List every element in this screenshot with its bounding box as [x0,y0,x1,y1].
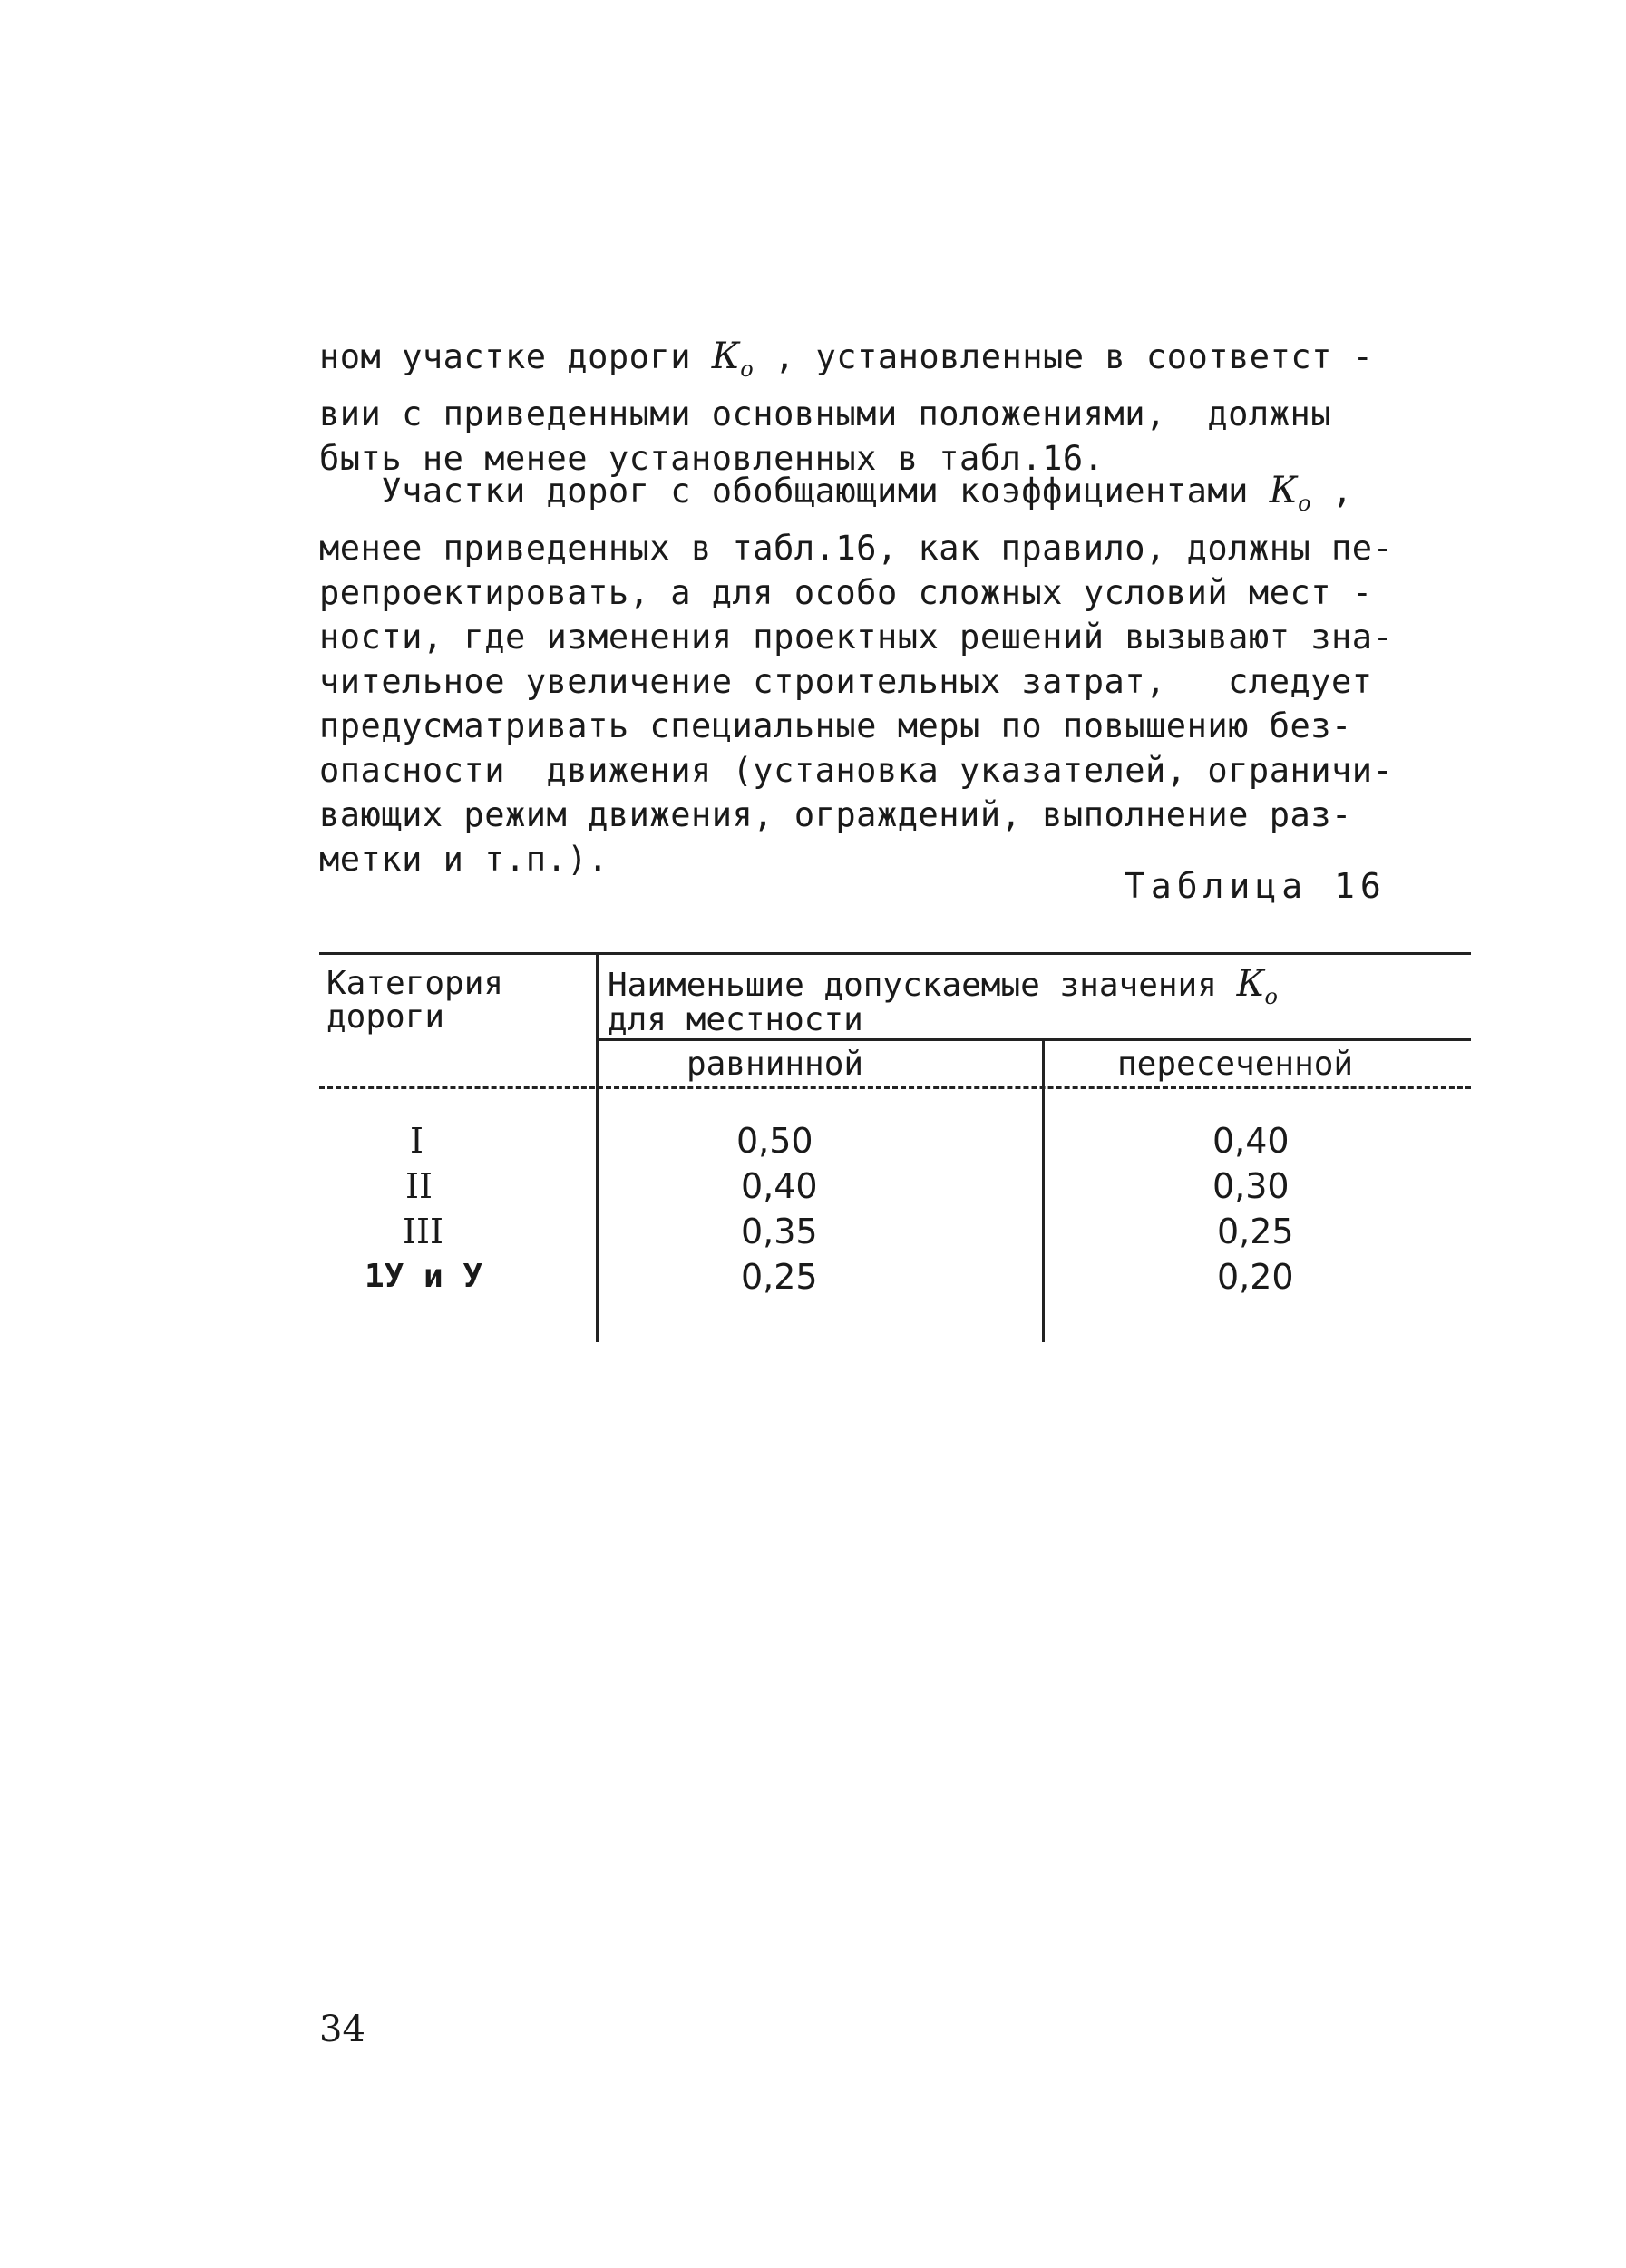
table-group-rule [596,1038,1471,1041]
subheader-rugged: пересеченной [1117,1046,1354,1083]
row-3-category: III [403,1212,444,1251]
page-number: 34 [319,2009,365,2050]
k-letter: К [1269,470,1299,511]
header-category-line-2: дороги [326,998,445,1036]
k-symbol [1236,963,1278,1009]
k-letter: К [711,336,741,377]
k-subscript: о [740,356,755,382]
paragraph-2-line-7: опасности движения (установка указателей, ограничи- [319,751,1394,790]
row-1-rugged: 0,40 [1212,1121,1290,1161]
paragraph-2-line-3: репроектировать, а для особо сложных условий мест - [319,573,1373,612]
text-segment: , установленные в соответст - [754,337,1374,376]
table-caption: Таблица 16 [1125,866,1387,906]
text-segment: , [1311,472,1353,511]
row-2-category: II [405,1166,433,1206]
paragraph-2-line-2: менее приведенных в табл.16, как правило, должны пе- [319,529,1394,568]
subheader-plain: равнинной [686,1046,864,1083]
header-group-line-2: для местности [608,1001,863,1038]
k-letter: К [1236,963,1265,1005]
table-divider-2 [1042,1038,1045,1342]
paragraph-2-line-9: метки и т.п.). [319,840,609,879]
row-1-category: I [410,1121,424,1161]
paragraph-1-line-2: вии с приведенными основными положениями, должны [319,394,1332,433]
k-symbol [1269,470,1312,516]
row-1-plain: 0,50 [736,1121,813,1161]
row-3-plain: 0,35 [741,1212,818,1251]
row-4-rugged: 0,20 [1217,1257,1294,1297]
row-2-rugged: 0,30 [1212,1166,1290,1206]
row-4-category: 1У и У [365,1258,483,1295]
header-group-text: Наименьшие допускаемые значения [608,967,1237,1004]
text-segment: ном участке дороги [319,337,712,376]
row-4-plain: 0,25 [741,1257,818,1297]
text-segment: Участки дорог с обобщающими коэффициентами [319,472,1270,511]
k-subscript: о [1298,491,1312,516]
paragraph-1 [319,335,1471,481]
paragraph-2 [319,469,1471,881]
paragraph-1-line-1 [319,335,1471,392]
table-header-bottom-rule [319,1086,1471,1089]
table-16 [319,952,1471,1342]
table-top-rule [319,952,1471,955]
paragraph-2-line-8: вающих режим движения, ограждений, выполнение раз- [319,795,1352,834]
paragraph-2-line-6: предусматривать специальные меры по повышению без- [319,706,1352,745]
paragraph-1-line-3: быть не менее установленных в табл.16. [319,439,1105,478]
row-2-plain: 0,40 [741,1166,818,1206]
k-subscript: о [1264,984,1278,1009]
table-divider-1 [596,952,599,1342]
paragraph-2-line-5: чительное увеличение строительных затрат, следует [319,662,1373,701]
paragraph-2-line-1 [319,469,1471,526]
k-symbol [711,336,755,382]
header-category-line-1: Категория [326,965,504,1002]
paragraph-2-line-4: ности, где изменения проектных решений вызывают зна- [319,618,1394,657]
row-3-rugged: 0,25 [1217,1212,1294,1251]
